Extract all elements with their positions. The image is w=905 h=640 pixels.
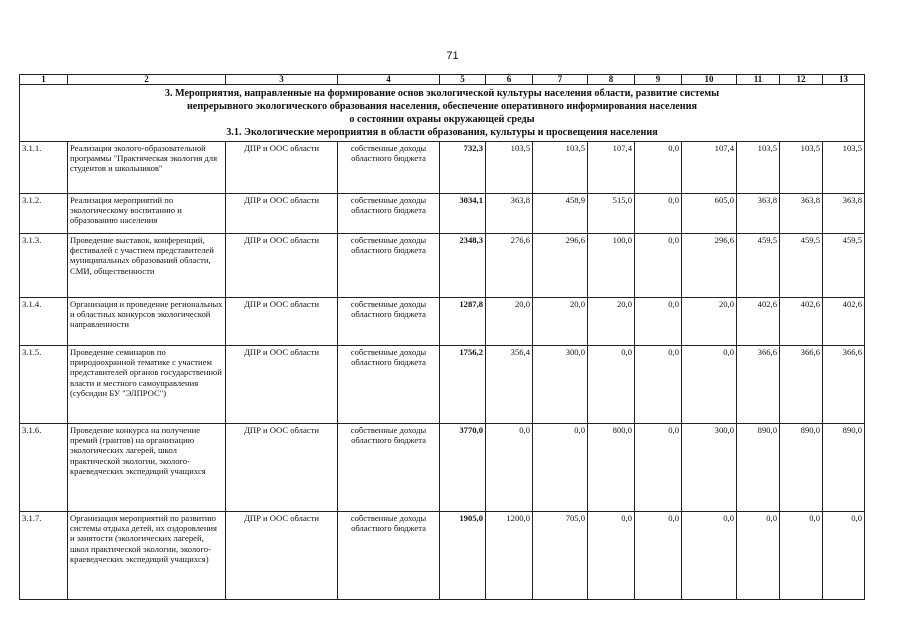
row-year-value: 103,5 <box>780 142 823 194</box>
column-number: 8 <box>588 75 635 85</box>
row-year-value: 800,0 <box>588 424 635 512</box>
section-title-line: 3. Мероприятия, направленные на формирование основ экологической культуры населения области, развитие системы <box>164 88 720 99</box>
row-year-value: 0,0 <box>737 512 780 600</box>
row-total: 732,3 <box>440 142 486 194</box>
column-number: 12 <box>780 75 823 85</box>
row-year-value: 0,0 <box>635 346 682 424</box>
column-number: 13 <box>823 75 865 85</box>
row-funding-source: собственные доходы областного бюджета <box>338 298 440 346</box>
row-total: 3770,0 <box>440 424 486 512</box>
table-row <box>20 234 865 298</box>
row-funding-source: собственные доходы областного бюджета <box>338 512 440 600</box>
row-year-value: 0,0 <box>682 512 737 600</box>
row-year-value: 366,6 <box>737 346 780 424</box>
row-year-value: 459,5 <box>737 234 780 298</box>
row-code: 3.1.5. <box>20 346 68 424</box>
row-year-value: 0,0 <box>635 298 682 346</box>
row-executor: ДПР и ООС области <box>226 142 338 194</box>
measures-table <box>19 74 865 600</box>
row-year-value: 20,0 <box>682 298 737 346</box>
row-year-value: 402,6 <box>823 298 865 346</box>
section-header-row <box>20 85 865 142</box>
row-funding-source: собственные доходы областного бюджета <box>338 424 440 512</box>
row-year-value: 363,8 <box>823 194 865 234</box>
row-executor: ДПР и ООС области <box>226 194 338 234</box>
row-year-value: 296,6 <box>533 234 588 298</box>
page-number: 71 <box>446 50 459 62</box>
row-year-value: 100,0 <box>588 234 635 298</box>
row-measure-name: Реализация мероприятий по экологическому воспитанию и образованию населения <box>68 194 226 234</box>
row-year-value: 103,5 <box>533 142 588 194</box>
row-executor: ДПР и ООС области <box>226 346 338 424</box>
row-year-value: 890,0 <box>823 424 865 512</box>
row-year-value: 363,8 <box>737 194 780 234</box>
row-total: 1905,0 <box>440 512 486 600</box>
column-number: 2 <box>68 75 226 85</box>
column-number: 6 <box>486 75 533 85</box>
row-year-value: 705,0 <box>533 512 588 600</box>
section-title-line: непрерывного экологического образования населения, обеспечение оперативного информирования населения <box>186 101 698 112</box>
row-year-value: 300,0 <box>682 424 737 512</box>
section-header <box>20 85 865 142</box>
row-measure-name: Организация и проведение региональных и областных конкурсов экологической направленности <box>68 298 226 346</box>
row-year-value: 356,4 <box>486 346 533 424</box>
row-year-value: 366,6 <box>823 346 865 424</box>
row-total: 3034,1 <box>440 194 486 234</box>
column-number: 4 <box>338 75 440 85</box>
row-year-value: 103,5 <box>737 142 780 194</box>
column-number: 1 <box>20 75 68 85</box>
row-year-value: 605,0 <box>682 194 737 234</box>
row-year-value: 890,0 <box>737 424 780 512</box>
row-executor: ДПР и ООС области <box>226 424 338 512</box>
row-year-value: 0,0 <box>635 424 682 512</box>
column-number: 5 <box>440 75 486 85</box>
row-year-value: 0,0 <box>533 424 588 512</box>
row-year-value: 0,0 <box>635 512 682 600</box>
row-year-value: 103,5 <box>823 142 865 194</box>
row-year-value: 458,9 <box>533 194 588 234</box>
row-year-value: 20,0 <box>588 298 635 346</box>
row-measure-name: Проведение выставок, конференций, фестивалей с участием представителей муниципальных образований области, СМИ, общественности <box>68 234 226 298</box>
row-funding-source: собственные доходы областного бюджета <box>338 234 440 298</box>
row-year-value: 402,6 <box>780 298 823 346</box>
row-year-value: 459,5 <box>780 234 823 298</box>
row-year-value: 107,4 <box>682 142 737 194</box>
row-executor: ДПР и ООС области <box>226 298 338 346</box>
row-year-value: 890,0 <box>780 424 823 512</box>
row-funding-source: собственные доходы областного бюджета <box>338 142 440 194</box>
row-year-value: 0,0 <box>780 512 823 600</box>
row-year-value: 402,6 <box>737 298 780 346</box>
row-executor: ДПР и ООС области <box>226 512 338 600</box>
row-year-value: 296,6 <box>682 234 737 298</box>
table-row <box>20 142 865 194</box>
row-year-value: 459,5 <box>823 234 865 298</box>
row-year-value: 0,0 <box>588 346 635 424</box>
row-year-value: 0,0 <box>635 194 682 234</box>
table-row <box>20 194 865 234</box>
row-code: 3.1.7. <box>20 512 68 600</box>
row-year-value: 0,0 <box>635 142 682 194</box>
section-title-line: о состоянии охраны окружающей среды <box>349 114 535 125</box>
table-row <box>20 298 865 346</box>
row-year-value: 1200,0 <box>486 512 533 600</box>
column-number: 9 <box>635 75 682 85</box>
row-year-value: 103,5 <box>486 142 533 194</box>
row-measure-name: Проведение конкурса на получение премий (грантов) на организацию экологических лагерей, школ практической экологии, эколого-краеведческих экспедиций учащихся <box>68 424 226 512</box>
row-code: 3.1.1. <box>20 142 68 194</box>
row-year-value: 300,0 <box>533 346 588 424</box>
row-measure-name: Реализация эколого-образовательной программы "Практическая экология для студентов и школьников" <box>68 142 226 194</box>
row-year-value: 515,0 <box>588 194 635 234</box>
row-year-value: 0,0 <box>486 424 533 512</box>
row-year-value: 366,6 <box>780 346 823 424</box>
row-total: 2348,3 <box>440 234 486 298</box>
row-total: 1756,2 <box>440 346 486 424</box>
row-measure-name: Проведение семинаров по природоохранной тематике с участием представителей органов государственной власти и местного самоуправления (субсидии БУ "ЭЛПРОС") <box>68 346 226 424</box>
row-measure-name: Организация мероприятий по развитию системы отдыха детей, их оздоровления и занятости (экологических лагерей, школ практической экологии, эколого-краеведческих экспедиций учащихся) <box>68 512 226 600</box>
row-year-value: 20,0 <box>486 298 533 346</box>
table-row <box>20 424 865 512</box>
row-year-value: 363,8 <box>780 194 823 234</box>
row-year-value: 107,4 <box>588 142 635 194</box>
row-year-value: 0,0 <box>682 346 737 424</box>
row-code: 3.1.3. <box>20 234 68 298</box>
row-executor: ДПР и ООС области <box>226 234 338 298</box>
row-year-value: 20,0 <box>533 298 588 346</box>
table-row <box>20 346 865 424</box>
row-code: 3.1.2. <box>20 194 68 234</box>
row-year-value: 0,0 <box>823 512 865 600</box>
row-total: 1287,8 <box>440 298 486 346</box>
column-number-row <box>20 75 865 85</box>
row-year-value: 276,6 <box>486 234 533 298</box>
row-year-value: 0,0 <box>588 512 635 600</box>
column-number: 10 <box>682 75 737 85</box>
row-code: 3.1.4. <box>20 298 68 346</box>
row-funding-source: собственные доходы областного бюджета <box>338 194 440 234</box>
section-subtitle: 3.1. Экологические мероприятия в области образования, культуры и просвещения населения <box>226 127 658 138</box>
row-code: 3.1.6. <box>20 424 68 512</box>
row-year-value: 0,0 <box>635 234 682 298</box>
column-number: 7 <box>533 75 588 85</box>
column-number: 11 <box>737 75 780 85</box>
column-number: 3 <box>226 75 338 85</box>
row-year-value: 363,8 <box>486 194 533 234</box>
row-funding-source: собственные доходы областного бюджета <box>338 346 440 424</box>
table-row <box>20 512 865 600</box>
